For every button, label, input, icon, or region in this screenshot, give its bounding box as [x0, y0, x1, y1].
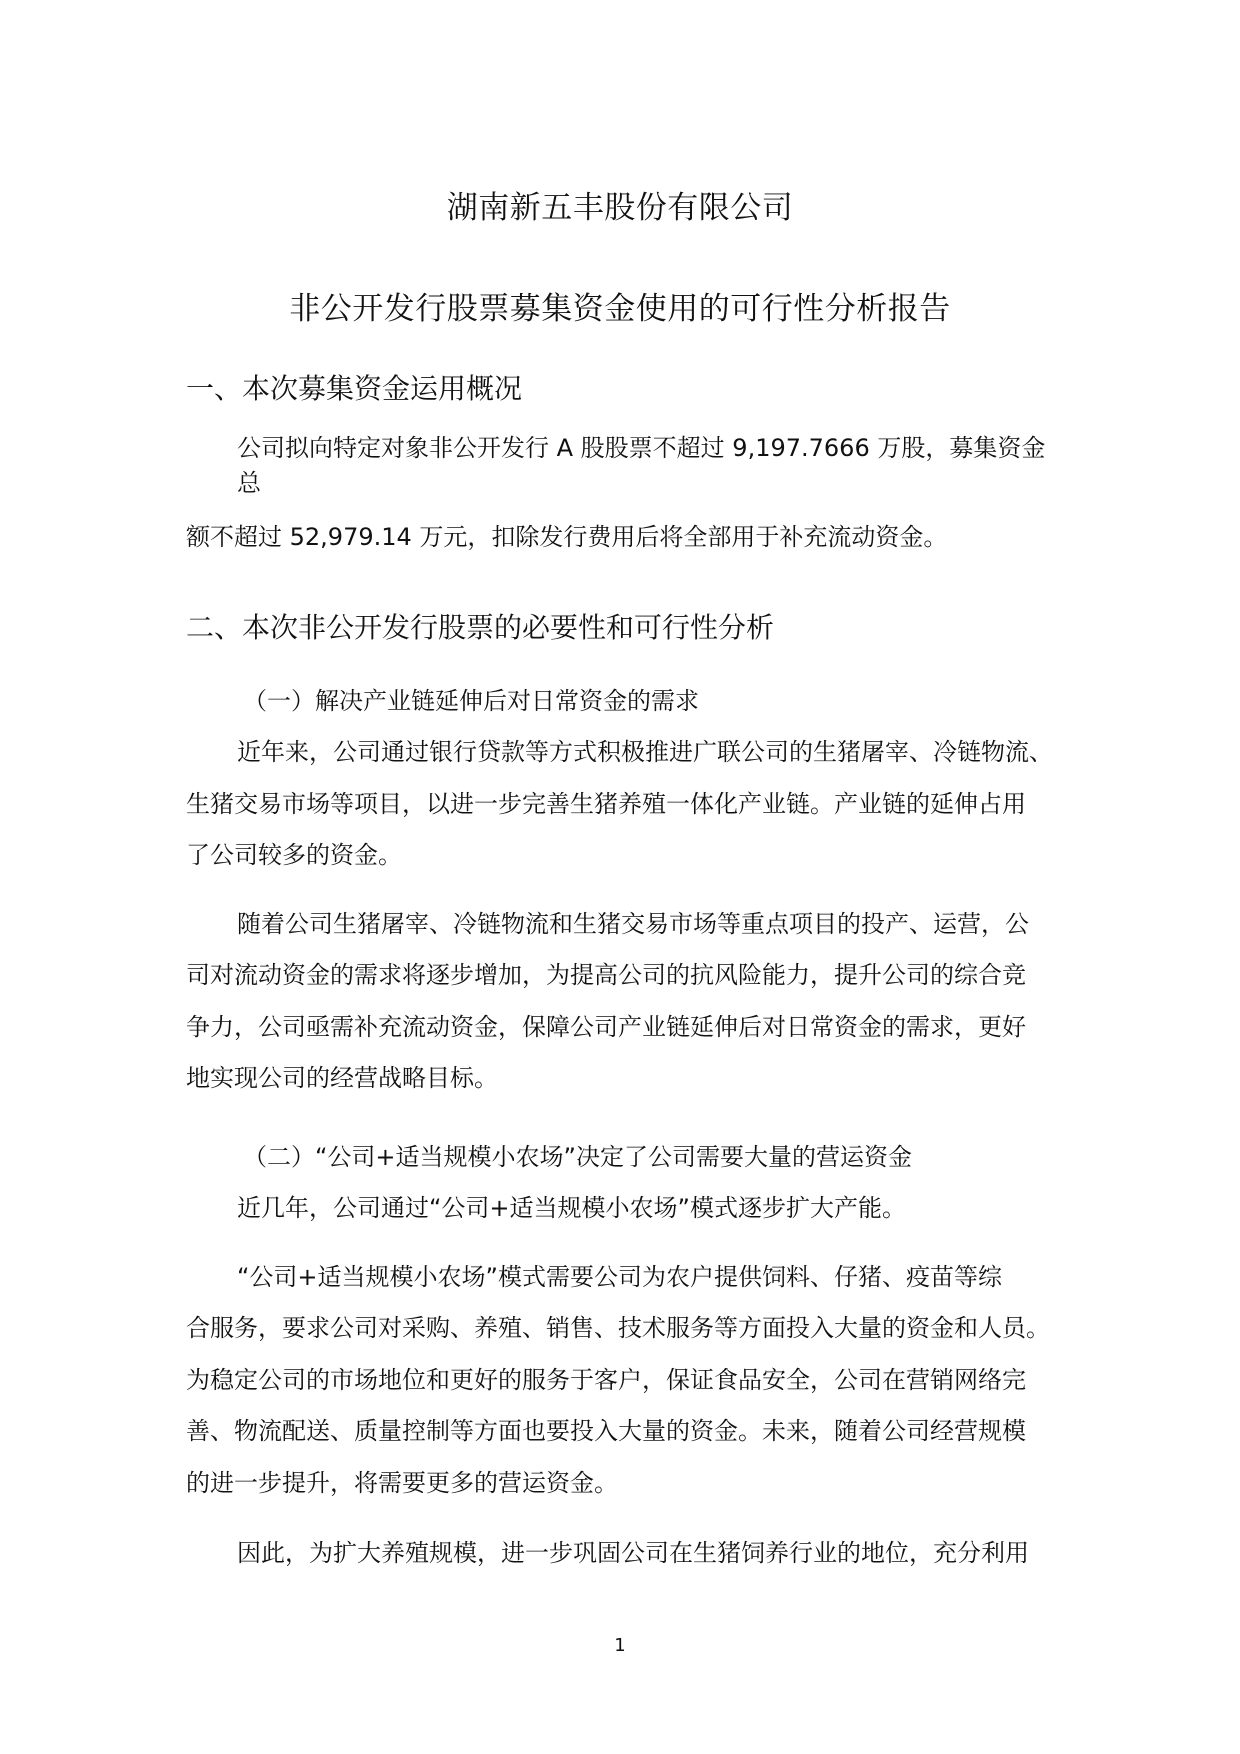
- sub1-para2-line-1: 随着公司生猪屠宰、冷链物流和生猪交易市场等重点项目的投产、运营，公: [237, 910, 1029, 938]
- section-2-heading: 二、本次非公开发行股票的必要性和可行性分析: [186, 611, 775, 644]
- sub2-para2-line-4: 善、物流配送、质量控制等方面也要投入大量的资金。未来，随着公司经营规模: [186, 1417, 1026, 1445]
- sub1-para2-line-2: 司对流动资金的需求将逐步增加，为提高公司的抗风险能力，提升公司的综合竞: [186, 961, 1026, 989]
- sub2-para3-line-1: 因此，为扩大养殖规模，进一步巩固公司在生猪饲养行业的地位，充分利用: [237, 1539, 1029, 1567]
- sub2-para2-line-5: 的进一步提升，将需要更多的营运资金。: [186, 1469, 618, 1497]
- sub1-para1-line-2: 生猪交易市场等项目，以进一步完善生猪养殖一体化产业链。产业链的延伸占用: [186, 790, 1026, 818]
- sub2-para2-line-2: 合服务，要求公司对采购、养殖、销售、技术服务等方面投入大量的资金和人员。: [186, 1314, 1050, 1342]
- section-1-line-3: 额不超过 52,979.14 万元，扣除发行费用后将全部用于补充流动资金。: [186, 523, 948, 551]
- report-title: 非公开发行股票募集资金使用的可行性分析报告: [289, 291, 951, 327]
- page-number: 1: [614, 1635, 626, 1656]
- subsection-2-heading: （二）“公司+适当规模小农场”决定了公司需要大量的营运资金: [243, 1143, 912, 1171]
- section-1-line-1: 公司拟向特定对象非公开发行 A 股股票不超过 9,197.7666 万股，募集资金: [237, 434, 1046, 462]
- subsection-1-heading: （一）解决产业链延伸后对日常资金的需求: [243, 687, 699, 715]
- sub1-para1-line-1: 近年来，公司通过银行贷款等方式积极推进广联公司的生猪屠宰、冷链物流、: [237, 738, 1053, 766]
- section-1-heading: 一、本次募集资金运用概况: [186, 372, 523, 405]
- sub2-para2-line-3: 为稳定公司的市场地位和更好的服务于客户，保证食品安全，公司在营销网络完: [186, 1366, 1026, 1394]
- sub1-para2-line-4: 地实现公司的经营战略目标。: [186, 1064, 498, 1092]
- section-1-line-2: 总: [237, 469, 261, 497]
- sub1-para1-line-3: 了公司较多的资金。: [186, 841, 402, 869]
- company-title: 湖南新五丰股份有限公司: [446, 190, 794, 226]
- sub2-para2-line-1: “公司+适当规模小农场”模式需要公司为农户提供饲料、仔猪、疫苗等综: [237, 1263, 1002, 1291]
- sub2-para1-line-1: 近几年，公司通过“公司+适当规模小农场”模式逐步扩大产能。: [237, 1194, 906, 1222]
- sub1-para2-line-3: 争力，公司亟需补充流动资金，保障公司产业链延伸后对日常资金的需求，更好: [186, 1013, 1026, 1041]
